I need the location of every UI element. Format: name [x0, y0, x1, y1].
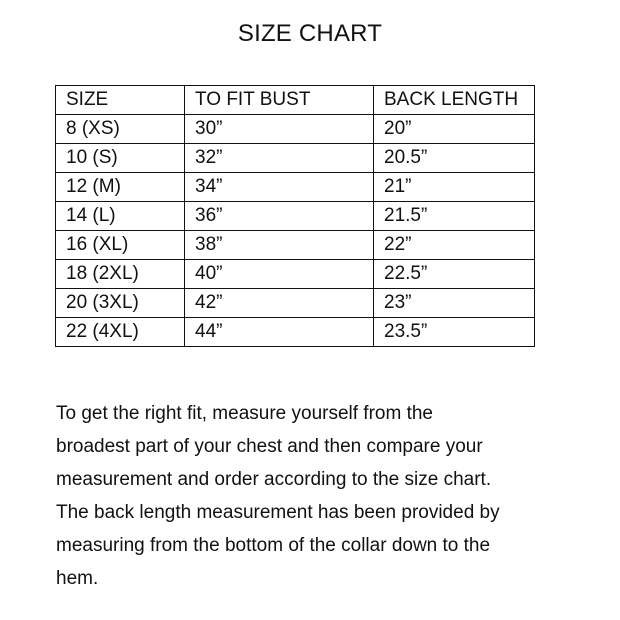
cell-size: 14 (L)	[56, 202, 185, 231]
table-row	[56, 231, 535, 260]
cell-size: 20 (3XL)	[56, 289, 185, 318]
table-row	[56, 289, 535, 318]
cell-back-length: 20”	[374, 115, 535, 144]
cell-back-length: 22.5”	[374, 260, 535, 289]
table-header-row	[56, 86, 535, 115]
cell-back-length: 22”	[374, 231, 535, 260]
header-size: SIZE	[56, 86, 185, 115]
table-row	[56, 318, 535, 347]
cell-back-length: 23.5”	[374, 318, 535, 347]
table-row	[56, 260, 535, 289]
cell-size: 12 (M)	[56, 173, 185, 202]
table-row	[56, 144, 535, 173]
note-line: broadest part of your chest and then compare your	[56, 436, 483, 457]
cell-back-length: 20.5”	[374, 144, 535, 173]
header-back-length: BACK LENGTH	[374, 86, 535, 115]
cell-back-length: 21”	[374, 173, 535, 202]
cell-bust: 32”	[185, 144, 374, 173]
note-line: To get the right fit, measure yourself from the	[56, 403, 434, 424]
cell-bust: 30”	[185, 115, 374, 144]
cell-bust: 40”	[185, 260, 374, 289]
cell-size: 8 (XS)	[56, 115, 185, 144]
table-row	[56, 202, 535, 231]
note-line: hem.	[56, 568, 99, 589]
cell-bust: 38”	[185, 231, 374, 260]
fit-instructions	[56, 397, 586, 595]
cell-back-length: 21.5”	[374, 202, 535, 231]
cell-bust: 36”	[185, 202, 374, 231]
header-to-fit-bust: TO FIT BUST	[185, 86, 374, 115]
note-line: The back length measurement has been provided by	[56, 502, 500, 523]
page-title: SIZE CHART	[237, 20, 383, 47]
cell-size: 18 (2XL)	[56, 260, 185, 289]
note-line: measuring from the bottom of the collar down to the	[56, 535, 491, 556]
cell-bust: 44”	[185, 318, 374, 347]
cell-back-length: 23”	[374, 289, 535, 318]
table-row	[56, 173, 535, 202]
cell-bust: 34”	[185, 173, 374, 202]
cell-size: 10 (S)	[56, 144, 185, 173]
note-line: measurement and order according to the size chart.	[56, 469, 492, 490]
cell-size: 22 (4XL)	[56, 318, 185, 347]
cell-bust: 42”	[185, 289, 374, 318]
table-row	[56, 115, 535, 144]
size-chart-table	[55, 85, 535, 347]
cell-size: 16 (XL)	[56, 231, 185, 260]
